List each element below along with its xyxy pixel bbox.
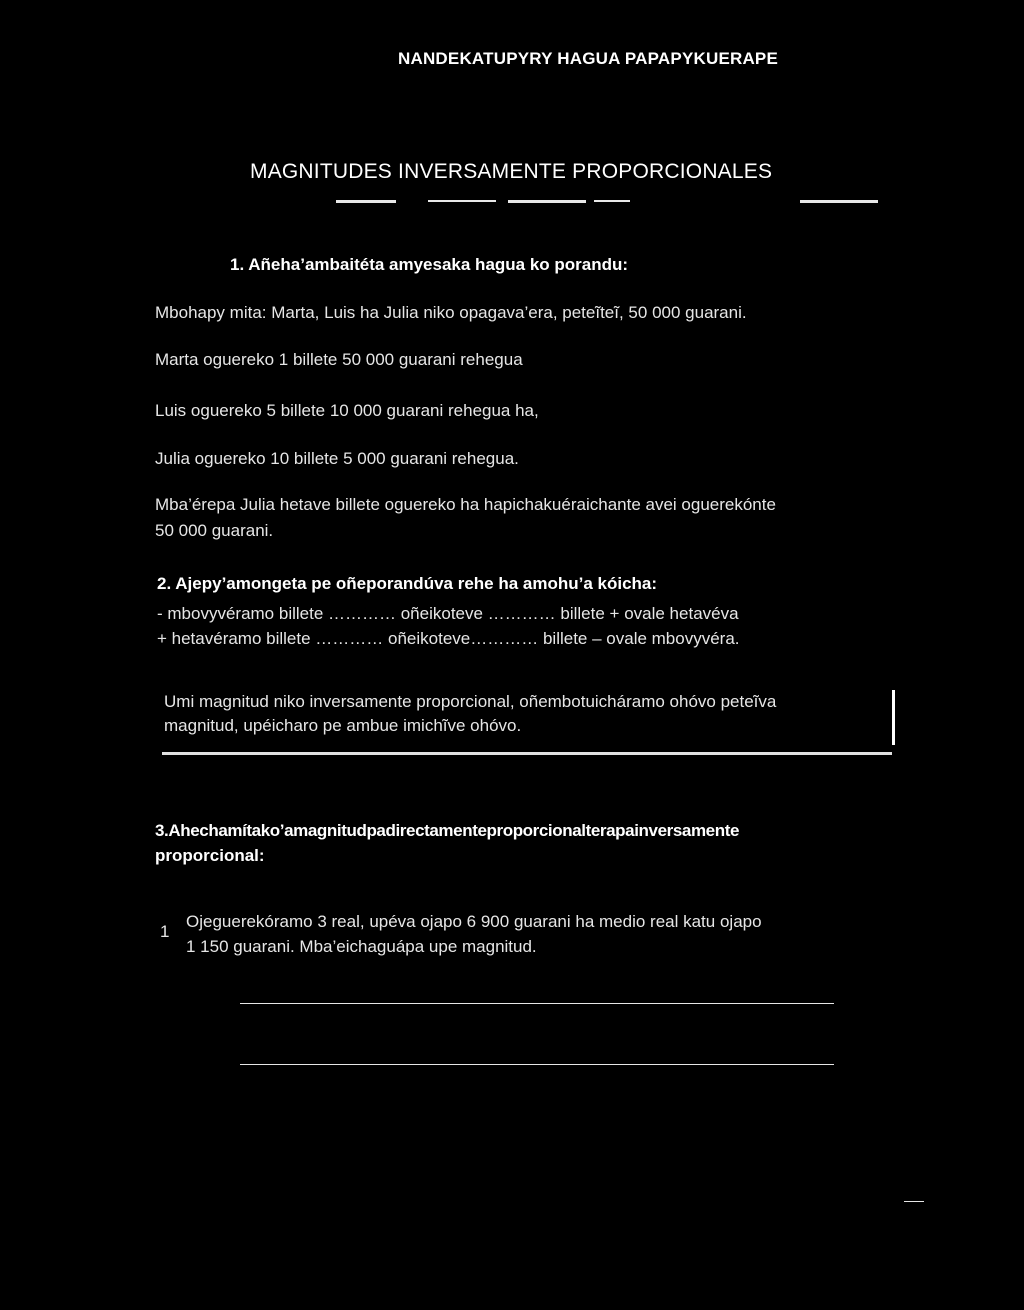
question-1-heading: 1. Añeha’ambaitéta amyesaka hagua ko porandu:	[230, 255, 629, 274]
header-title: NANDEKATUPYRY HAGUA PAPAPYKUERAPE	[398, 49, 779, 68]
answer-line[interactable]	[240, 1064, 834, 1065]
question-1-line: Mbohapy mita: Marta, Luis ha Julia niko opagava’era, peteĩteĩ, 50 000 guarani.	[155, 303, 747, 322]
title-underline-segment	[800, 200, 878, 203]
question-2-fill-line: + hetavéramo billete ………… oñeikoteve………… billete – ovale mbovyvéra.	[157, 629, 740, 648]
question-3-heading-continued: proporcional:	[155, 846, 265, 865]
title-underline-segment	[594, 200, 630, 202]
title-underline-segment	[428, 200, 496, 202]
answer-line[interactable]	[240, 1003, 834, 1004]
question-1-line: Marta oguereko 1 billete 50 000 guarani rehegua	[155, 350, 523, 369]
definition-box-bottom-border	[162, 752, 892, 755]
item-number: 1	[160, 922, 170, 941]
title-underline-segment	[508, 200, 586, 203]
definition-line: Umi magnitud niko inversamente proporcional, oñembotuicháramo ohóvo peteĩva	[164, 692, 777, 711]
question-1-line: Luis oguereko 5 billete 10 000 guarani rehegua ha,	[155, 401, 539, 420]
title-underline-segment	[336, 200, 396, 203]
definition-box-right-border	[892, 690, 895, 745]
item-text-line: Ojeguerekóramo 3 real, upéva ojapo 6 900 guarani ha medio real katu ojapo	[186, 912, 762, 931]
question-2-fill-line: - mbovyvéramo billete ………… oñeikoteve ………… billete + ovale hetavéva	[157, 604, 739, 623]
question-3-heading: 3.Ahechamítako’amagnitudpadirectamenteproporcionalterapainversamente	[155, 821, 740, 840]
page-title: MAGNITUDES INVERSAMENTE PROPORCIONALES	[250, 160, 773, 183]
question-1-line: Julia oguereko 10 billete 5 000 guarani rehegua.	[155, 449, 519, 468]
question-2-heading: 2. Ajepy’amongeta pe oñeporandúva rehe ha amohu’a kóicha:	[157, 574, 658, 593]
definition-line: magnitud, upéicharo pe ambue imichĩve ohóvo.	[164, 716, 522, 735]
item-text-line: 1 150 guarani. Mba’eichaguápa upe magnitud.	[186, 937, 537, 956]
question-1-line: 50 000 guarani.	[155, 521, 274, 540]
page-corner-mark	[904, 1201, 924, 1202]
question-1-line: Mba’érepa Julia hetave billete oguereko ha hapichakuéraichante avei oguerekónte	[155, 495, 776, 514]
